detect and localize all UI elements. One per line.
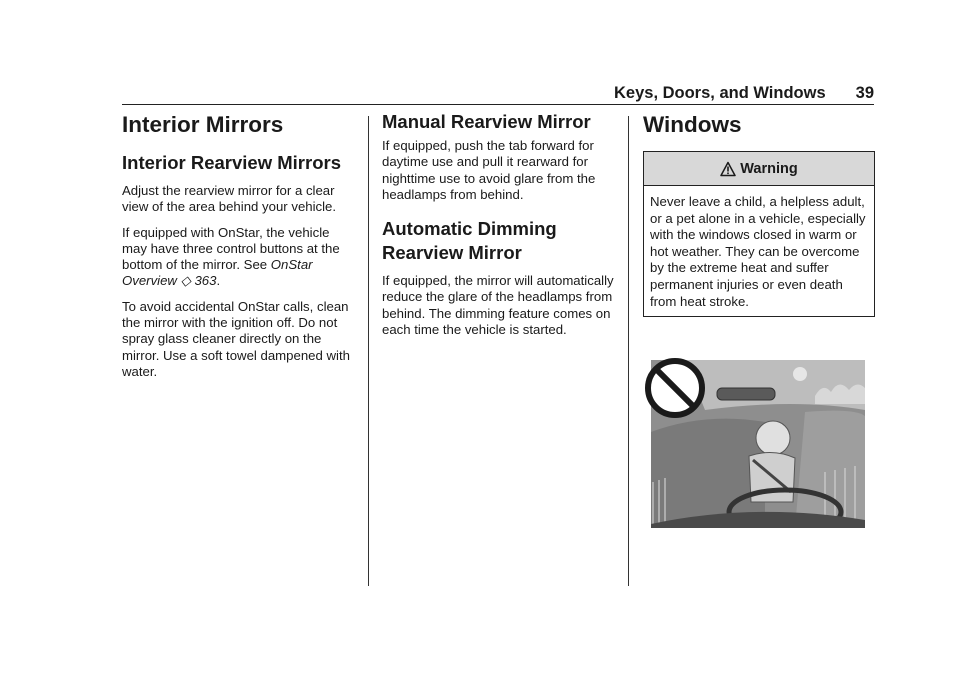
heading-interior-rearview-mirrors: Interior Rearview Mirrors (122, 152, 341, 173)
section-title: Keys, Doors, and Windows (614, 84, 826, 102)
warning-title: Warning (740, 160, 798, 177)
paragraph-manual: If equipped, push the tab forward for daytime use and pull it rearward for nighttime use to avoid glare from the headlamps from behind. (382, 138, 596, 202)
heading-manual-rearview-mirror: Manual Rearview Mirror (382, 111, 591, 132)
child-in-car-illustration (645, 352, 865, 528)
warning-triangle-icon (720, 161, 736, 177)
sun (793, 367, 807, 381)
column-divider (628, 116, 629, 586)
warning-header (644, 152, 874, 186)
child-head (756, 421, 790, 455)
heading-windows: Windows (643, 112, 742, 137)
heading-automatic-dimming: Automatic Dimming Rearview Mirror (382, 218, 557, 264)
page-header (122, 82, 874, 105)
back-seat (651, 419, 765, 528)
rearview-mirror (717, 388, 775, 400)
warning-box (643, 151, 875, 317)
warning-body (644, 186, 874, 316)
paragraph-automatic: If equipped, the mirror will automatically reduce the glare of the headlamps from behind. The dimming feature comes on each time the vehicle is started. (382, 273, 614, 338)
column-divider (368, 116, 369, 586)
paragraph-avoid-calls: To avoid accidental OnStar calls, clean the mirror with the ignition off. Do not spray glass cleaner directly on the mirror. Use a soft towel dampened with water. (122, 298, 350, 379)
page-ref-icon: ◇ (180, 273, 191, 289)
column-1 (122, 112, 354, 389)
column-3 (643, 112, 875, 317)
paragraph-onstar: If equipped with OnStar, the vehicle may have three control buttons at the bottom of the mirror. See OnStar Overview ◇ 363. (122, 224, 340, 289)
warning-text: Never leave a child, a helpless adult, or a pet alone in a vehicle, especially with the windows closed in warm or hot weather. They can be overcome by the extreme heat and suffer permanent injuries or even death from heat stroke. (650, 194, 866, 309)
heading-interior-mirrors: Interior Mirrors (122, 112, 284, 137)
column-2 (382, 112, 616, 347)
running-header (614, 84, 874, 103)
paragraph-adjust: Adjust the rearview mirror for a clear view of the area behind your vehicle. (122, 183, 337, 215)
page-number: 39 (855, 84, 874, 102)
onstar-overview-link[interactable]: OnStar Overview ◇ 363 (122, 257, 313, 289)
prohibition-icon (648, 361, 702, 415)
